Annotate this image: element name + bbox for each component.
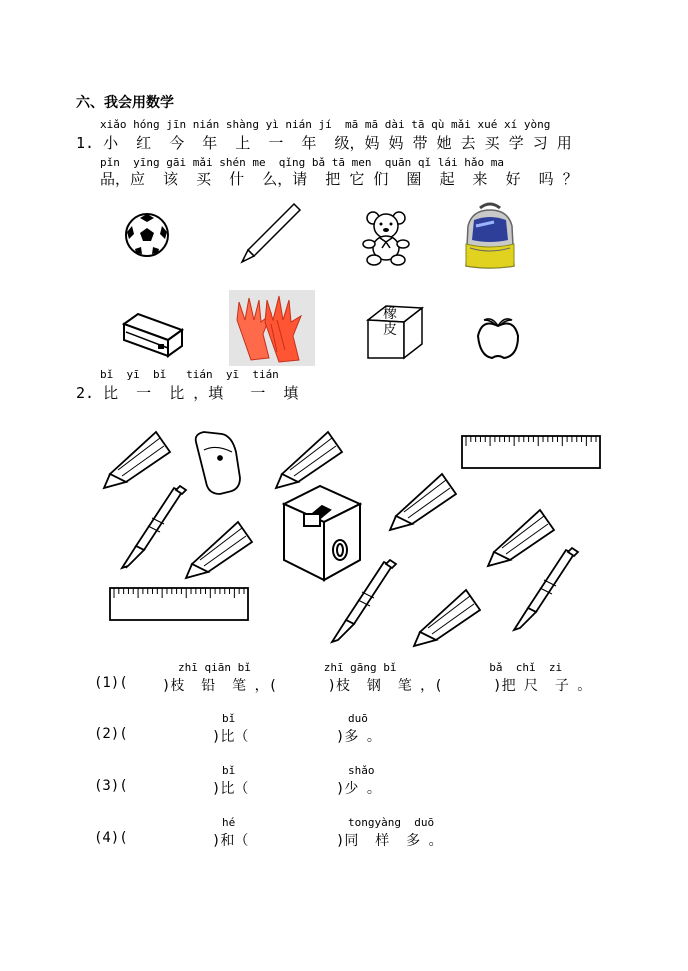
q2-4-blank-b[interactable] xyxy=(252,834,332,850)
pencil-icon-3 xyxy=(186,522,252,578)
q1-text-line1: 1. 小 红 今 年 上 一 年 级，妈 妈 带 她 去 买 学 习 用 xyxy=(76,134,572,152)
q1-pinyin-line2: pǐn yīng gāi mǎi shén me qǐng bǎ tā men quān qǐ lái hǎo ma xyxy=(100,156,504,169)
q2-4-text-b: )同 样 多 。 xyxy=(336,833,443,849)
q2-1-text: )枝 铅 笔 ，( )枝 钢 笔 ，( )把 尺 子 。 xyxy=(162,678,592,694)
gloves-icon[interactable] xyxy=(229,290,315,366)
q2-3-label: (3)( xyxy=(94,778,128,794)
q2-3-pinyin-a: bǐ xyxy=(222,764,236,777)
eraser-label-1: 橡 xyxy=(383,306,397,322)
q2-1-blank-a[interactable] xyxy=(128,690,158,691)
q2-2-pinyin-a: bǐ xyxy=(222,712,236,725)
q2-1-pinyin: zhī qiān bǐ zhī gāng bǐ bǎ chǐ zi xyxy=(178,661,563,674)
eraser-label-2: 皮 xyxy=(383,322,397,338)
pencil-case-icon[interactable] xyxy=(120,310,186,358)
q2-text: 2. 比 一 比 ，填 一 填 xyxy=(76,384,299,402)
eraser-icon[interactable] xyxy=(364,298,426,362)
ruler-icon-1 xyxy=(462,436,600,468)
q2-4-label: (4)( xyxy=(94,830,128,846)
q1-pinyin-line1: xiǎo hóng jīn nián shàng yì nián jí mā mā dài tā qù mǎi xué xí yòng xyxy=(100,118,551,131)
q2-4-text-a: )和（ xyxy=(212,833,249,849)
pencil-icon-6 xyxy=(414,590,480,646)
pencil-icon[interactable] xyxy=(240,200,304,264)
pen-icon-2 xyxy=(332,560,396,642)
q1-text-line2: 品，应 该 买 什 么，请 把 它 们 圈 起 来 好 吗 ？ xyxy=(100,170,578,188)
pencil-icon-4 xyxy=(390,474,456,530)
pencil-icon-5 xyxy=(488,510,554,566)
q2-4-pinyin-a: hé xyxy=(222,816,236,829)
q2-2-blank-b[interactable] xyxy=(252,730,332,746)
q2-3-pinyin-b: shǎo xyxy=(348,764,375,777)
soccer-ball-icon[interactable] xyxy=(124,212,170,258)
q2-2-blank-a[interactable] xyxy=(124,730,208,746)
q2-3-text-a: )比（ xyxy=(212,781,249,797)
teddy-bear-icon[interactable] xyxy=(360,210,412,266)
pen-icon-3 xyxy=(514,548,578,630)
q2-pinyin: bǐ yī bǐ tián yī tián xyxy=(100,368,279,381)
q2-2-text-a: )比（ xyxy=(212,729,249,745)
q2-2-label: (2)( xyxy=(94,726,128,742)
q2-4-blank-a[interactable] xyxy=(124,834,208,850)
sharpener-icon xyxy=(284,486,360,580)
q2-3-blank-a[interactable] xyxy=(124,782,208,798)
q2-3-text-b: )少 。 xyxy=(336,781,381,797)
pen-icon-1 xyxy=(122,486,186,568)
eraser-small-icon xyxy=(196,432,240,494)
apple-icon[interactable] xyxy=(474,312,522,360)
q2-4-pinyin-b: tongyàng duō xyxy=(348,816,435,829)
section-title: 六、我会用数学 xyxy=(76,95,174,111)
ruler-icon-2 xyxy=(110,588,248,620)
pencil-icon-2 xyxy=(276,432,342,488)
q2-illustration xyxy=(104,422,604,647)
pencil-icon-1 xyxy=(104,432,170,488)
q2-2-text-b: )多 。 xyxy=(336,729,381,745)
backpack-icon[interactable] xyxy=(454,200,526,272)
q2-1-label: (1)( xyxy=(94,675,128,691)
q2-3-blank-b[interactable] xyxy=(252,782,332,798)
q2-2-pinyin-b: duō xyxy=(348,712,368,725)
